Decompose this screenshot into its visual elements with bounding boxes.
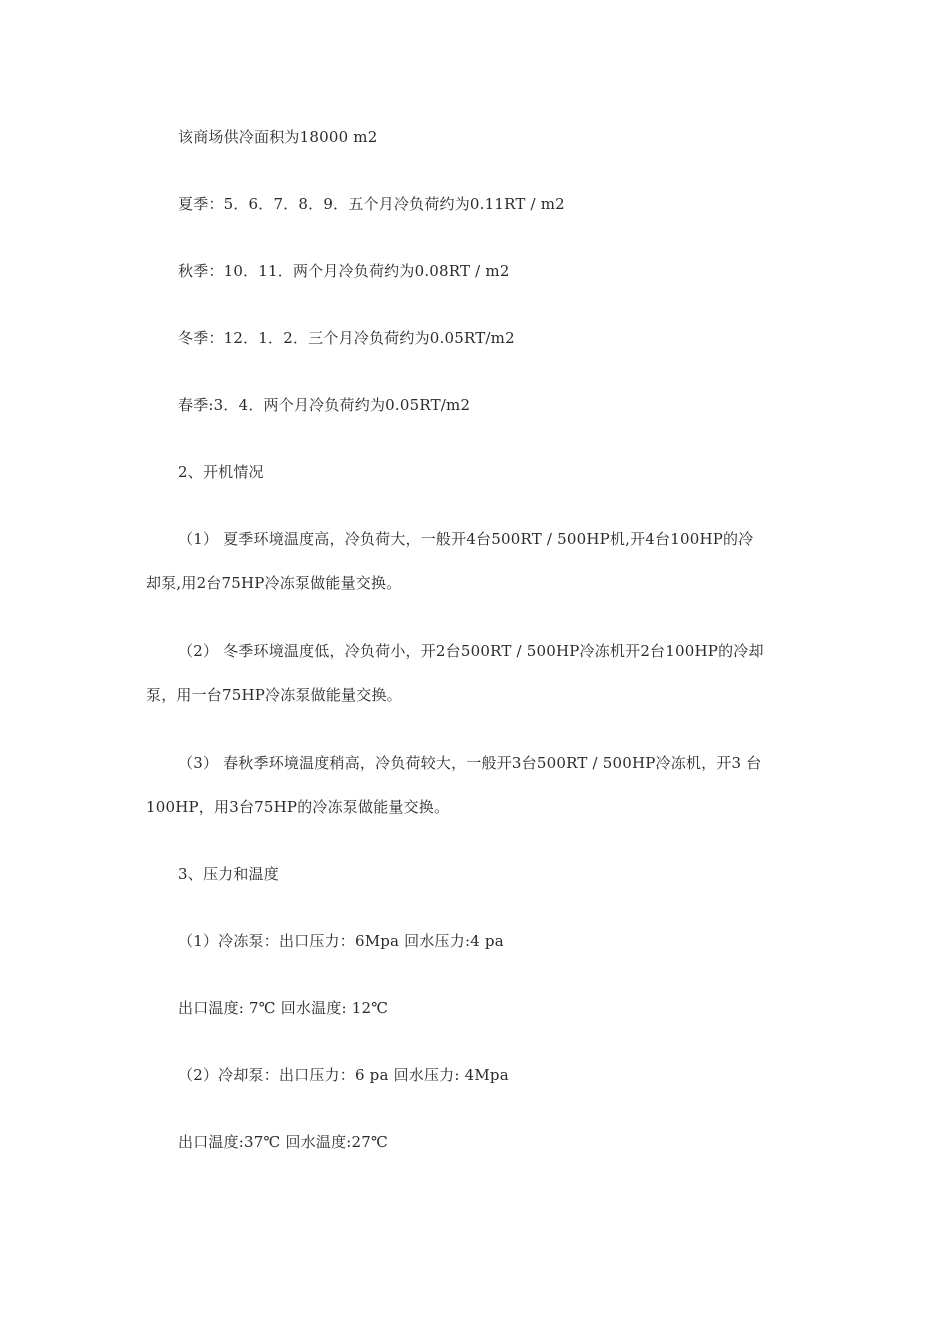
item-2-line-1: （2） 冬季环境温度低，冷负荷小，开2台500RT / 500HP冷冻机开2台100HP的冷却 (178, 642, 764, 660)
cooling-pump-temperature-line: 出口温度:37℃ 回水温度:27℃ (178, 1133, 389, 1151)
item-1-line-2: 却泵,用2台75HP冷冻泵做能量交换。 (146, 574, 402, 592)
chilled-pump-pressure-line: （1）冷冻泵：出口压力：6Mpa 回水压力:4 pa (178, 932, 504, 950)
spring-load-line: 春季:3．4．两个月冷负荷约为0.05RT/m2 (178, 396, 471, 414)
item-2-line-2: 泵，用一台75HP冷冻泵做能量交换。 (146, 686, 402, 704)
section-2-heading: 2、开机情况 (178, 463, 264, 481)
item-3-line-1: （3） 春秋季环境温度稍高，冷负荷较大，一般开3台500RT / 500HP冷冻机，开3 台 (178, 754, 762, 772)
area-line: 该商场供冷面积为18000 m2 (178, 128, 378, 146)
item-1-line-1: （1） 夏季环境温度高，冷负荷大，一般开4台500RT / 500HP机,开4台100HP的冷 (178, 530, 754, 548)
autumn-load-line: 秋季：10．11．两个月冷负荷约为0.08RT / m2 (178, 262, 510, 280)
chilled-pump-temperature-line: 出口温度: 7℃ 回水温度: 12℃ (178, 999, 389, 1017)
summer-load-line: 夏季：5．6．7．8．9．五个月冷负荷约为0.11RT / m2 (178, 195, 565, 213)
winter-load-line: 冬季：12．1．2．三个月冷负荷约为0.05RT/m2 (178, 329, 515, 347)
item-3-line-2: 100HP，用3台75HP的冷冻泵做能量交换。 (146, 798, 450, 816)
cooling-pump-pressure-line: （2）冷却泵：出口压力：6 pa 回水压力: 4Mpa (178, 1066, 509, 1084)
section-3-heading: 3、压力和温度 (178, 865, 279, 883)
